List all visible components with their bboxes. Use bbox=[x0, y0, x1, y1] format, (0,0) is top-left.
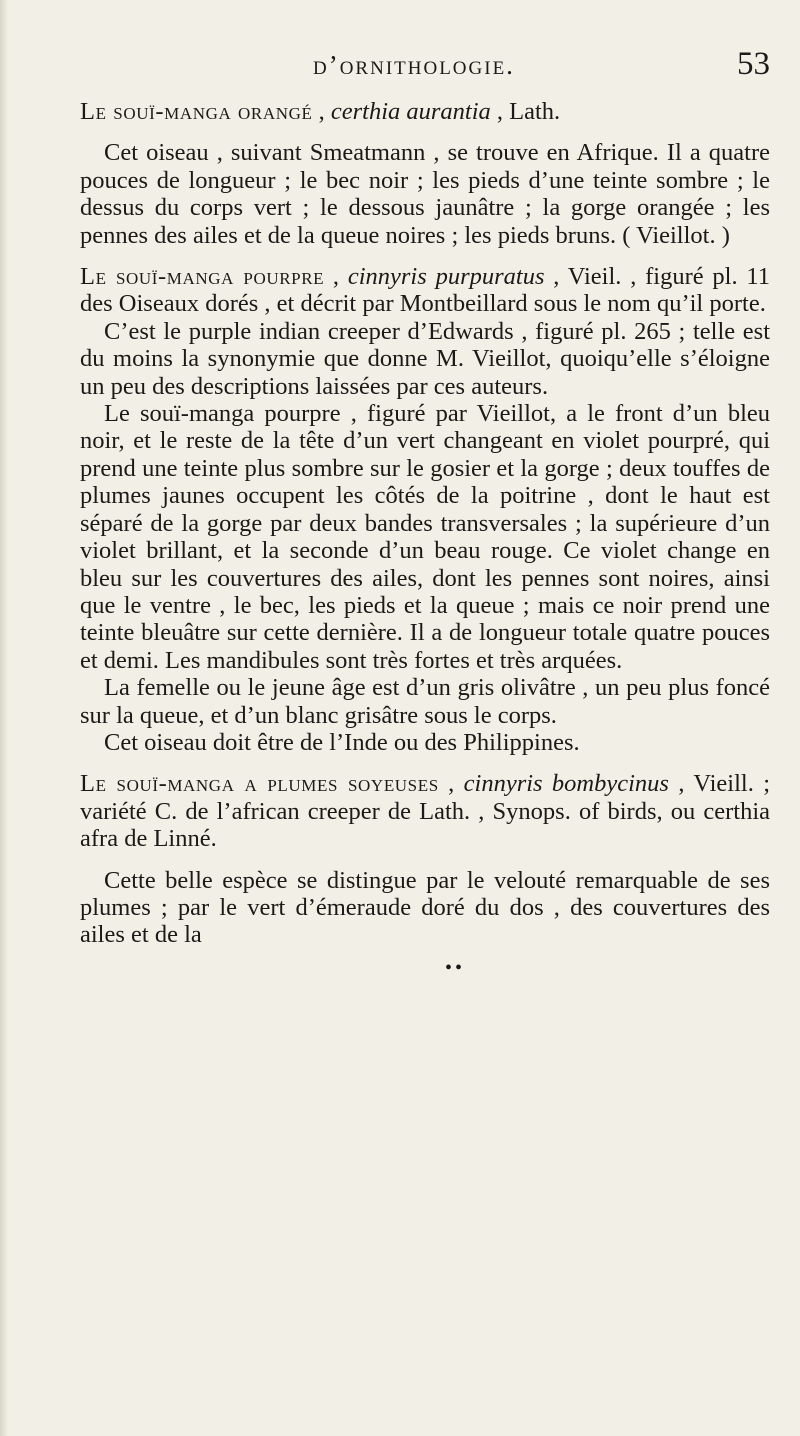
running-title: d’ornithologie. bbox=[313, 50, 515, 80]
entry-heading-soui-manga-plumes-soyeuses bbox=[80, 770, 770, 852]
signature-mark: •• bbox=[444, 956, 465, 979]
entry-name: Le souï-manga orangé bbox=[80, 98, 313, 125]
entry-authority: , Lath. bbox=[490, 98, 561, 125]
paragraph: Cette belle espèce se distingue par le velouté remarquable de ses plumes ; par le vert d’émeraude doré du dos , des couvertures des ailes et de la bbox=[80, 866, 770, 949]
entry-latin-name: cinnyris bombycinus bbox=[463, 770, 669, 798]
page-number: 53 bbox=[737, 46, 770, 82]
running-head bbox=[80, 46, 770, 98]
entry-separator: , bbox=[312, 98, 331, 125]
entry-heading-soui-manga-pourpre bbox=[80, 263, 770, 318]
entry-separator: , bbox=[438, 770, 464, 798]
entry-separator: , bbox=[324, 263, 348, 291]
entry-latin-name: certhia aurantia bbox=[330, 98, 491, 125]
paragraph: Cet oiseau doit être de l’Inde ou des Philippines. bbox=[104, 728, 580, 756]
paragraph: Le souï-manga pourpre , figuré par Vieillot, a le front d’un bleu noir, et le reste de la tête d’un vert changeant en violet pourpré, qui prend une teinte plus sombre sur le gosier et la gorge ; deux touffes de plumes jaunes occupent les côtés de la poitrine , dont le haut est séparé de la gorge par deux bandes transversales ; la supérieure d’un violet brillant, et la seconde d’un beau rouge. Ce violet change en bleu sur les couvertures des ailes, dont les pennes sont noires, ainsi que le ventre , le bec, les pieds et la queue ; mais ce noir prend une teinte bleuâtre sur cette dernière. Il a de longueur totale quatre pouces et demi. Les mandibules sont très fortes et très arquées. bbox=[80, 400, 770, 674]
paragraph: Cet oiseau , suivant Smeatmann , se trouve en Afrique. Il a quatre pouces de longueur ; le bec noir ; les pieds d’une teinte sombre ; le dessus du corps vert ; le dessous jaunâtre ; la gorge orangée ; les pennes des ailes et de la queue noires ; les pieds bruns. ( Vieillot. ) bbox=[80, 139, 770, 249]
body-text bbox=[80, 98, 770, 982]
entry-name: Le souï-manga pourpre bbox=[80, 263, 325, 291]
entry-authority: , Vieil. , figuré pl. 11 des Oiseaux dorés , et décrit par Montbeillard sous le nom qu’il porte. bbox=[80, 263, 770, 318]
paragraph: La femelle ou le jeune âge est d’un gris olivâtre , un peu plus foncé sur la queue, et d’un blanc grisâtre sous le corps. bbox=[80, 674, 770, 729]
entry-latin-name: cinnyris purpuratus bbox=[347, 263, 545, 291]
entry-heading-soui-manga-orange bbox=[80, 98, 770, 125]
entry-name: Le souï-manga a plumes soyeuses bbox=[80, 770, 439, 798]
entry-authority: , Vieill. ; variété C. de l’african creeper de Lath. , Synops. of birds, ou certhia afra de Linné. bbox=[80, 770, 771, 853]
paragraph: C’est le purple indian creeper d’Edwards , figuré pl. 265 ; telle est du moins la synonymie que donne M. Vieillot, quoiqu’elle s’éloigne un peu des descriptions laissées par ces auteurs. bbox=[80, 317, 770, 400]
